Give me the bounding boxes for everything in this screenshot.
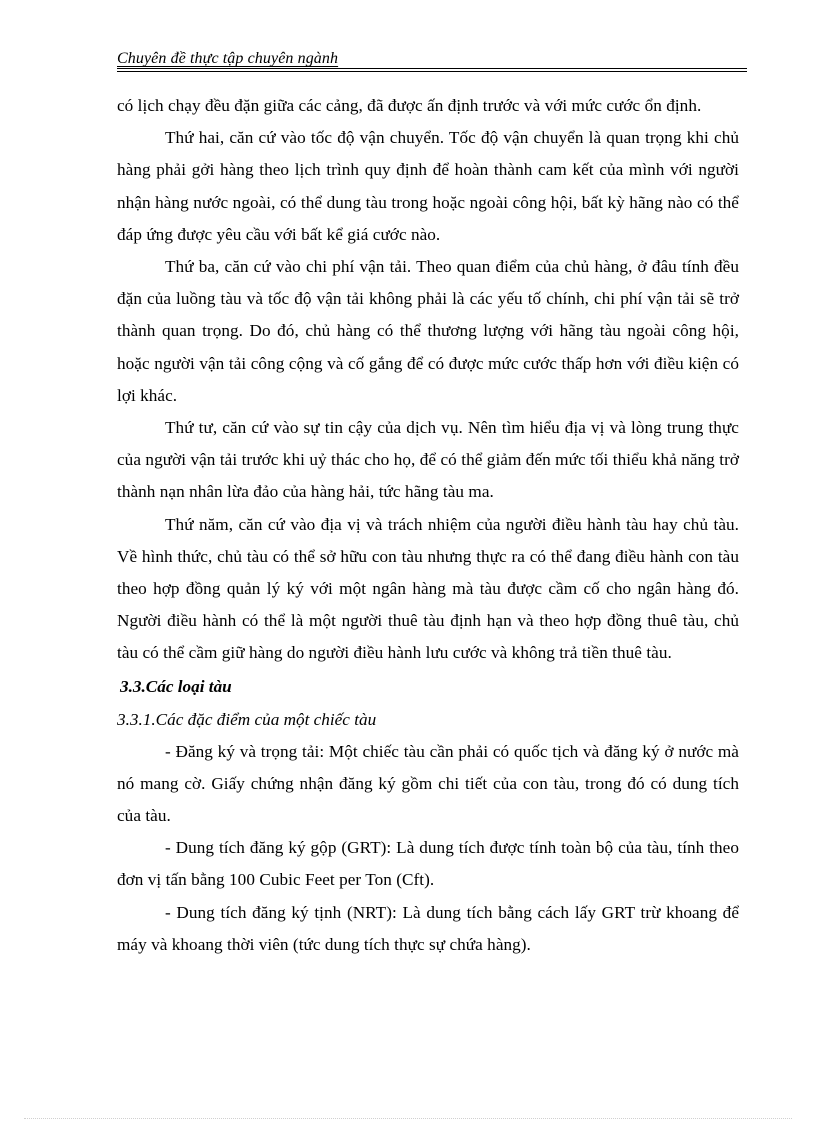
page-bottom-border bbox=[24, 1118, 792, 1119]
paragraph-third-criterion: Thứ ba, căn cứ vào chi phí vận tải. Theo quan điểm của chủ hàng, ở đâu tính đều đặn của luồng tàu và tốc độ vận tải không phải là các yếu tố chính, chi phí vận tải sẽ trở thành quan trọng. Do đó, chủ hàng có thể thương lượng với hãng tàu ngoài công hội, hoặc người vận tải công cộng và cố gắng để có được mức cước thấp hơn với điều kiện có lợi khác. bbox=[117, 257, 739, 405]
list-item-registration: - Đăng ký và trọng tải: Một chiếc tàu cần phải có quốc tịch và đăng ký ở nước mà nó mang cờ. Giấy chứng nhận đăng ký gồm chi tiết của con tàu, trong đó có dung tích của tàu. bbox=[117, 741, 739, 826]
list-item-grt: - Dung tích đăng ký gộp (GRT): Là dung tích được tính toàn bộ của tàu, tính theo đơn vị tấn bằng 100 Cubic Feet per Ton (Cft). bbox=[117, 838, 739, 890]
paragraph-second-criterion: Thứ hai, căn cứ vào tốc độ vận chuyển. Tốc độ vận chuyển là quan trọng khi chủ hàng phải gởi hàng theo lịch trình quy định để hoàn thành cam kết của mình với người nhận hàng nước ngoài, có thể dung tàu trong hoặc ngoài công hội, bất kỳ hãng nào có thể đáp ứng được yêu cầu với bất kể giá cước nào. bbox=[117, 128, 739, 244]
document-body bbox=[117, 90, 739, 961]
paragraph-fourth-criterion: Thứ tư, căn cứ vào sự tin cậy của dịch vụ. Nên tìm hiểu địa vị và lòng trung thực của người vận tải trước khi uỷ thác cho họ, để có thể giảm đến mức tối thiểu khả năng trở thành nạn nhân lừa đảo của hàng hải, tức hãng tàu ma. bbox=[117, 418, 739, 502]
paragraph-fifth-criterion: Thứ năm, căn cứ vào địa vị và trách nhiệm của người điều hành tàu hay chủ tàu. Về hình thức, chủ tàu có thể sở hữu con tàu nhưng thực ra có thể đang điều hành con tàu theo hợp đồng quản lý ký với một ngân hàng mà tàu được cầm cố cho ngân hàng đó. Người điều hành có thể là một người thuê tàu định hạn và theo hợp đồng thuê tàu, chủ tàu có thể cầm giữ hàng do người điều hành lưu cước và không trả tiền thuê tàu. bbox=[117, 514, 739, 663]
header-rule bbox=[117, 68, 747, 69]
subsection-heading: 3.3.1.Các đặc điểm của một chiếc tàu bbox=[117, 709, 377, 729]
paragraph-continued: có lịch chạy đều đặn giữa các cảng, đã được ấn định trước và với mức cước ổn định. bbox=[117, 96, 702, 115]
header-title: Chuyên đề thực tập chuyên ngành bbox=[117, 50, 339, 67]
header-rule-thin bbox=[117, 71, 747, 72]
list-item-nrt: - Dung tích đăng ký tịnh (NRT): Là dung tích bằng cách lấy GRT trừ khoang để máy và khoang thời viên (tức dung tích thực sự chứa hàng). bbox=[117, 902, 739, 954]
page-header bbox=[117, 50, 747, 70]
section-heading: 3.3.Các loại tàu bbox=[120, 676, 232, 696]
